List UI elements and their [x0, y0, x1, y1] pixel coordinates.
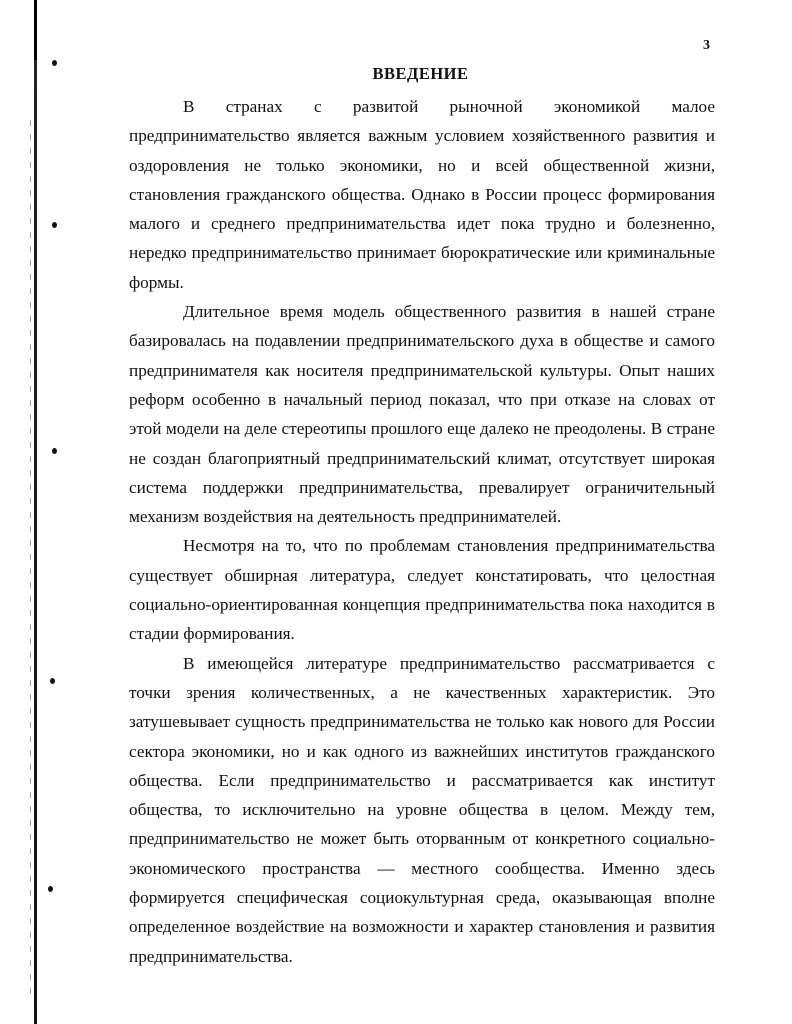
punch-hole-mark — [52, 222, 57, 228]
scan-noise-artifact — [30, 120, 31, 1000]
page-number: 3 — [703, 38, 710, 53]
paragraph: В странах с развитой рыночной экономикой малое предпринимательство является важным условием хозяйственного развития и оздоровления не только экономики, но и всей общественной жизни, становления гражданского общества. Однако в России процесс формирования малого и среднего предпринимательства идет пока трудно и болезненно, нередко предпринимательство принимает бюрократические или криминальные формы. — [129, 97, 715, 292]
scan-edge-artifact — [34, 0, 37, 1024]
paragraph: Длительное время модель общественного развития в нашей стране базировалась на подавлении предпринимательского духа в обществе и самого предпринимателя как носителя предпринимательской культуры. Опыт наших реформ особенно в начальный период показал, что при отказе на словах от этой модели на деле стереотипы прошлого еще далеко не преодолены. В стране не создан благоприятный предпринимательский климат, отсутствует широкая система поддержки предпринимательства, превалирует ограничительный механизм воздействия на деятельность предпринимателей. — [129, 302, 715, 527]
body-text — [129, 92, 715, 971]
punch-hole-mark — [48, 886, 53, 892]
punch-hole-mark — [52, 448, 57, 454]
paragraph: В имеющейся литературе предпринимательство рассматривается с точки зрения количественных, а не качественных характеристик. Это затушевывает сущность предпринимательства не только как нового для России сектора экономики, но и как одного из важнейших институтов гражданского общества. Если предпринимательство и рассматривается как институт общества, то исключительно на уровне общества в целом. Между тем, предпринимательство не может быть оторванным от конкретного социально-экономического пространства — местного сообщества. Именно здесь формируется специфическая социокультурная среда, оказывающая вполне определенное воздействие на возможности и характер становления и развития предпринимательства. — [129, 653, 715, 966]
punch-hole-mark — [50, 678, 55, 684]
page-title: ВВЕДЕНИЕ — [372, 64, 469, 83]
paragraph: Несмотря на то, что по проблемам становления предпринимательства существует обширная литература, следует констатировать, что целостная социально-ориентированная концепция предпринимательства пока находится в стадии формирования. — [129, 536, 715, 644]
